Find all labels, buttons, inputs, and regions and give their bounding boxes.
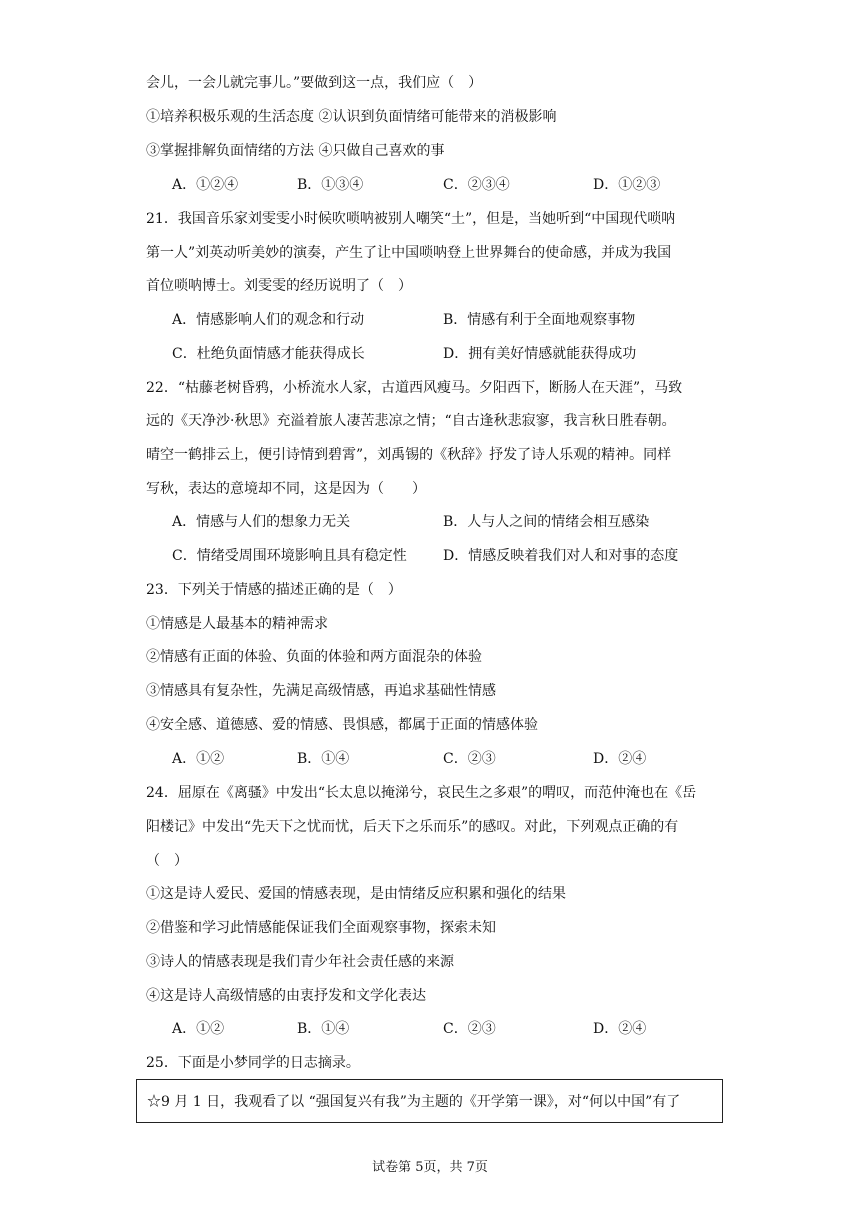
q21-option-c[interactable]: C．杜绝负面情感才能获得成长	[172, 346, 365, 362]
q21-stem-line-2: 第一人”刘英动听美妙的演奏，产生了让中国唢呐登上世界舞台的使命感，并成为我国	[146, 245, 672, 261]
q24-option-b[interactable]: B．①④	[297, 1021, 350, 1037]
q22-stem-line-2: 远的《天净沙·秋思》充溢着旅人凄苦悲凉之情；“自古逢秋悲寂寥，我言秋日胜春朝。	[146, 413, 676, 429]
q22-option-b[interactable]: B．人与人之间的情绪会相互感染	[443, 514, 650, 530]
q24-option-a[interactable]: A．①②	[172, 1021, 225, 1037]
q23-option-b[interactable]: B．①④	[297, 751, 350, 767]
q20-item-1: ①培养积极乐观的生活态度 ②认识到负面情绪可能带来的消极影响	[146, 109, 557, 125]
q22-option-d[interactable]: D．情感反映着我们对人和对事的态度	[443, 548, 679, 564]
q23-item-4: ④安全感、道德感、爱的情感、畏惧感，都属于正面的情感体验	[146, 717, 538, 733]
diary-excerpt-box	[136, 1079, 723, 1123]
q24-item-1: ①这是诗人爱民、爱国的情感表现，是由情绪反应积累和强化的结果	[146, 886, 566, 902]
q22-option-a[interactable]: A．情感与人们的想象力无关	[172, 514, 351, 530]
q24-option-c[interactable]: C．②③	[443, 1021, 496, 1037]
q22-option-c[interactable]: C．情绪受周围环境影响且具有稳定性	[172, 548, 407, 564]
q24-stem-line-2: 阳楼记》中发出“先天下之忧而忧，后天下之乐而乐”的感叹。对此，下列观点正确的有	[146, 819, 679, 835]
q22-stem-line-4: 写秋，表达的意境却不同，这是因为（ ）	[146, 481, 426, 497]
q24-item-2: ②借鉴和学习此情感能保证我们全面观察事物，探索未知	[146, 920, 496, 936]
q24-item-3: ③诗人的情感表现是我们青少年社会责任感的来源	[146, 954, 454, 970]
q21-option-d[interactable]: D．拥有美好情感就能获得成功	[443, 346, 637, 362]
q23-option-a[interactable]: A．①②	[172, 751, 225, 767]
q21-stem-line-3: 首位唢呐博士。刘雯雯的经历说明了（ ）	[146, 278, 412, 294]
q20-stem-tail: 会儿，一会儿就完事儿。”要做到这一点，我们应（ ）	[146, 75, 483, 91]
q23-item-2: ②情感有正面的体验、负面的体验和两方面混杂的体验	[146, 649, 482, 665]
page-footer: 试卷第 5页，共 7页	[372, 1160, 488, 1175]
q22-stem-line-3: 晴空一鹤排云上，便引诗情到碧霄”，刘禹锡的《秋辞》抒发了诗人乐观的精神。同样	[146, 447, 672, 463]
q21-option-b[interactable]: B．情感有利于全面地观察事物	[443, 312, 636, 328]
q21-stem-line-1: 21．我国音乐家刘雯雯小时候吹唢呐被别人嘲笑“土”，但是，当她听到“中国现代唢呐	[146, 211, 676, 227]
q22-stem-line-1: 22．“枯藤老树昏鸦，小桥流水人家，古道西风瘦马。夕阳西下，断肠人在天涯”，马致	[146, 380, 683, 396]
q23-item-3: ③情感具有复杂性，先满足高级情感，再追求基础性情感	[146, 683, 496, 699]
q21-option-a[interactable]: A．情感影响人们的观念和行动	[172, 312, 365, 328]
q20-option-d[interactable]: D．①②③	[593, 177, 661, 193]
q20-item-2: ③掌握排解负面情绪的方法 ④只做自己喜欢的事	[146, 143, 445, 159]
q20-option-b[interactable]: B．①③④	[297, 177, 364, 193]
q23-option-c[interactable]: C．②③	[443, 751, 496, 767]
q24-stem-line-3: （ ）	[146, 853, 188, 869]
diary-excerpt-text: ☆9 月 1 日，我观看了以 “强国复兴有我”为主题的《开学第一课》，对“何以中国”有了	[147, 1094, 681, 1110]
q25-stem: 25．下面是小梦同学的日志摘录。	[146, 1055, 360, 1071]
q24-item-4: ④这是诗人高级情感的由衷抒发和文学化表达	[146, 988, 426, 1004]
q20-option-c[interactable]: C．②③④	[443, 177, 510, 193]
q23-item-1: ①情感是人最基本的精神需求	[146, 616, 328, 632]
q24-stem-line-1: 24．屈原在《离骚》中发出“长太息以掩涕兮，哀民生之多艰”的喟叹，而范仲淹也在《岳	[146, 785, 697, 801]
q20-option-a[interactable]: A．①②④	[172, 177, 239, 193]
q23-option-d[interactable]: D．②④	[593, 751, 647, 767]
q23-stem: 23．下列关于情感的描述正确的是（ ）	[146, 582, 402, 598]
q24-option-d[interactable]: D．②④	[593, 1021, 647, 1037]
